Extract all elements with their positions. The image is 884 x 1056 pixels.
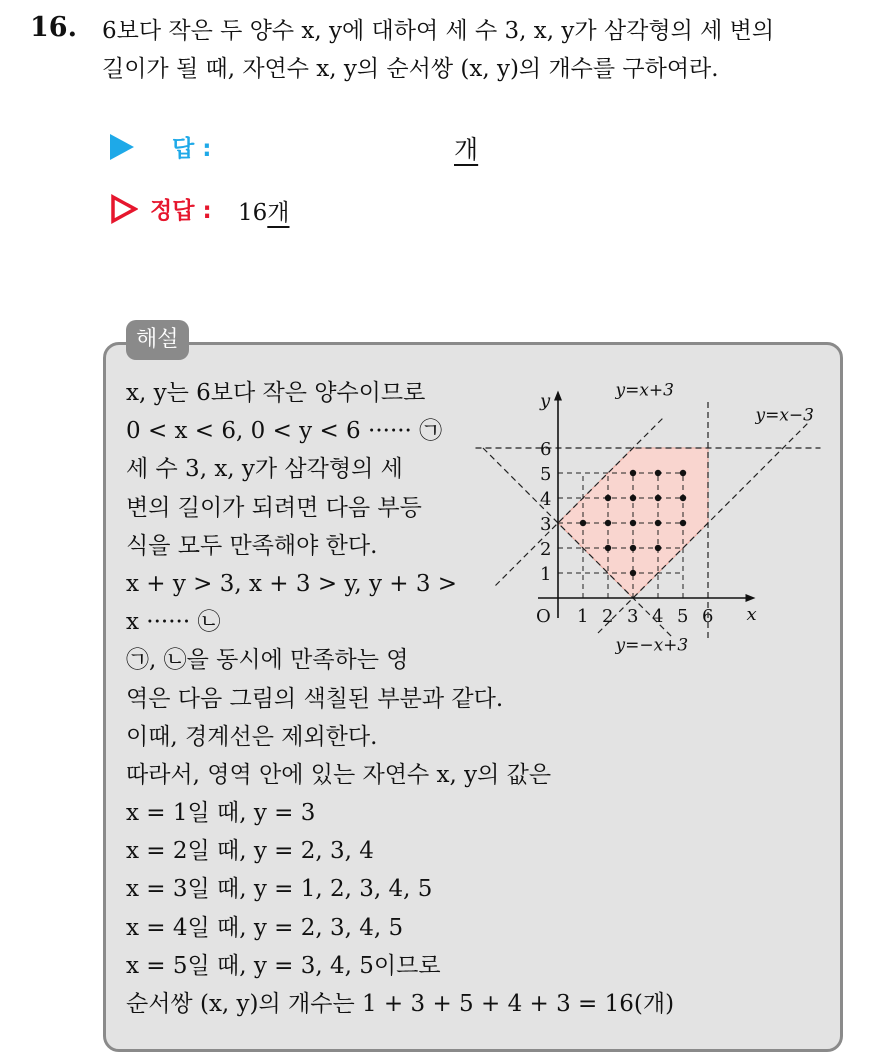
line-label-x-minus-3: y=x−3: [755, 405, 814, 426]
lattice-point: [680, 470, 686, 476]
answer-label: 답 :: [172, 136, 212, 162]
answer-unit: 개: [454, 135, 479, 164]
lattice-point: [680, 495, 686, 501]
lattice-point: [630, 495, 636, 501]
solution-line: 이때, 경계선은 제외한다.: [126, 723, 378, 750]
solution-line: x = 3일 때, y = 1, 2, 3, 4, 5: [126, 876, 433, 903]
lattice-point: [630, 570, 636, 576]
lattice-point: [605, 495, 611, 501]
solution-line: 0 < x < 6, 0 < y < 6 ······ ㉠: [126, 418, 443, 445]
line-label-x-plus-3: y=x+3: [615, 380, 674, 401]
correct-label: 정답 :: [150, 198, 212, 224]
y-tick-label: 6: [540, 439, 552, 460]
correct-number: 16: [238, 200, 268, 226]
y-tick-label: 3: [540, 514, 552, 535]
solution-line: x = 4일 때, y = 2, 3, 4, 5: [126, 914, 404, 941]
solution-line: 식을 모두 만족해야 한다.: [126, 532, 378, 559]
x-tick-label: 2: [602, 606, 614, 627]
y-axis-arrow: [554, 391, 562, 401]
lattice-point: [680, 520, 686, 526]
solution-line: x = 1일 때, y = 3: [126, 800, 316, 827]
solution-line: 변의 길이가 되려면 다음 부등: [126, 494, 422, 521]
inequality-region-graph: [468, 380, 838, 670]
lattice-point: [655, 545, 661, 551]
lattice-point: [605, 545, 611, 551]
correct-unit: 개: [267, 200, 290, 226]
x-axis-label: x: [746, 604, 757, 625]
correct-answer-row: [110, 192, 610, 232]
lattice-point: [655, 495, 661, 501]
x-tick-label: 3: [627, 606, 639, 627]
solution-line: 따라서, 영역 안에 있는 자연수 x, y의 값은: [126, 761, 552, 788]
lattice-point: [605, 520, 611, 526]
outline-triangle-icon: [110, 194, 138, 224]
solution-line: 세 수 3, x, y가 삼각형의 세: [126, 456, 403, 483]
y-axis-label: y: [540, 390, 551, 412]
solution-line: x, y는 6보다 작은 양수이므로: [126, 380, 426, 406]
lattice-point: [630, 520, 636, 526]
lattice-point: [655, 520, 661, 526]
lattice-point: [630, 470, 636, 476]
solution-line: x = 2일 때, y = 2, 3, 4: [126, 838, 374, 865]
play-triangle-icon: [110, 134, 134, 160]
lattice-point: [580, 520, 586, 526]
y-tick-label: 1: [540, 564, 552, 585]
question-line: 길이가 될 때, 자연수 x, y의 순서쌍 (x, y)의 개수를 구하여라.: [102, 56, 719, 82]
question-number: 16.: [30, 12, 77, 43]
y-tick-label: 4: [540, 489, 552, 510]
x-tick-label: 1: [577, 606, 589, 627]
x-axis-arrow: [746, 594, 756, 602]
answer-row: [110, 128, 610, 168]
solution-line: 순서쌍 (x, y)의 개수는 1 + 3 + 5 + 4 + 3 = 16(개): [126, 991, 675, 1017]
x-tick-label: 5: [677, 606, 689, 627]
origin-label: O: [536, 606, 551, 627]
correct-value: [238, 194, 290, 227]
question-text: [102, 12, 872, 88]
solution-line: x ······ ㉡: [126, 609, 221, 636]
y-tick-label: 2: [540, 539, 552, 560]
y-tick-label: 5: [540, 464, 552, 485]
line-label-neg-x-plus-3: y=−x+3: [615, 635, 689, 656]
x-tick-label: 4: [652, 606, 664, 627]
x-tick-label: 6: [702, 606, 714, 627]
solution-line: x + y > 3, x + 3 > y, y + 3 >: [126, 570, 458, 597]
lattice-point: [655, 470, 661, 476]
solution-line: ㉠, ㉡을 동시에 만족하는 영: [126, 647, 409, 674]
solution-line: x = 5일 때, y = 3, 4, 5이므로: [126, 952, 441, 979]
solution-line: 역은 다음 그림의 색칠된 부분과 같다.: [126, 685, 504, 712]
solution-tag: 해설: [126, 320, 189, 360]
question-line: 6보다 작은 두 양수 x, y에 대하여 세 수 3, x, y가 삼각형의 세 변의: [102, 18, 775, 44]
lattice-point: [630, 545, 636, 551]
